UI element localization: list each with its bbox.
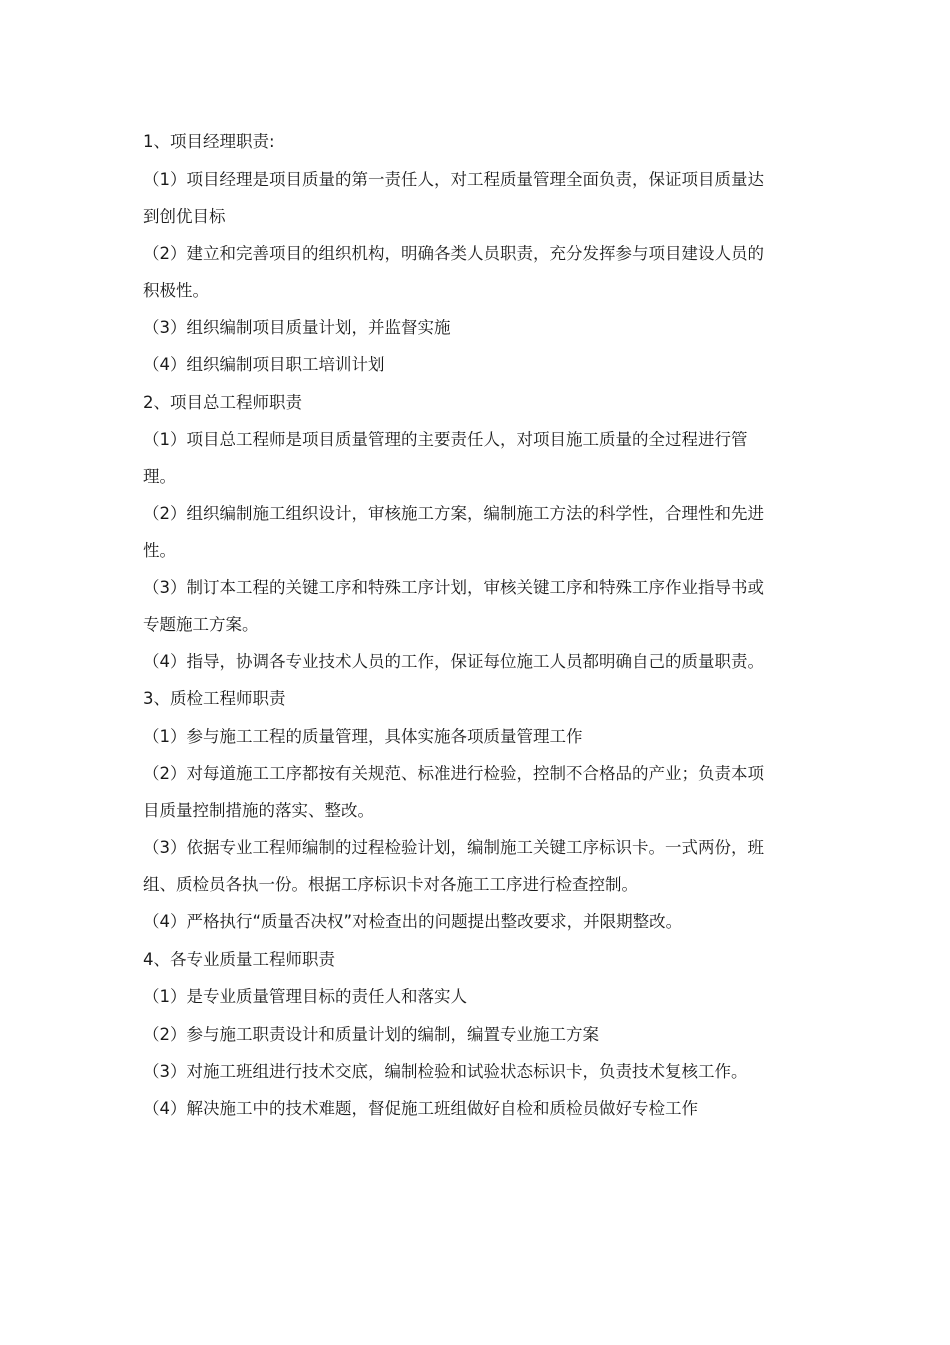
list-item: （4）组织编制项目职工培训计划 [143,355,385,374]
list-item: （4）指导，协调各专业技术人员的工作，保证每位施工人员都明确自己的质量职责。 [143,652,764,671]
section-heading-2: 2、项目总工程师职责 [143,392,302,412]
list-item: （3）依据专业工程师编制的过程检验计划，编制施工关键工序标识卡。一式两份，班组、质检员各执一份。根据工序标识卡对各施工工序进行检查控制。 [143,838,764,894]
list-item: （4）解决施工中的技术难题，督促施工班组做好自检和质检员做好专检工作 [143,1099,698,1118]
section-heading-1: 1、项目经理职责: [143,132,275,151]
list-item: （2）参与施工职责设计和质量计划的编制，编置专业施工方案 [143,1024,599,1044]
section-heading-3: 3、质检工程师职责 [143,689,286,708]
document-body [143,123,768,1128]
section-heading-4: 4、各专业质量工程师职责 [143,949,335,969]
list-item: （2）对每道施工工序都按有关规范、标准进行检验，控制不合格品的产业；负责本项目质量控制措施的落实、整改。 [143,764,764,820]
list-item: （1）是专业质量管理目标的责任人和落实人 [143,987,467,1006]
list-item: （1）参与施工工程的质量管理，具体实施各项质量管理工作 [143,726,583,746]
list-item: （2）建立和完善项目的组织机构，明确各类人员职责，充分发挥参与项目建设人员的积极性。 [143,243,764,300]
list-item: （1）项目总工程师是项目质量管理的主要责任人，对项目施工质量的全过程进行管理。 [143,430,748,486]
list-item: （2）组织编制施工组织设计，审核施工方案，编制施工方法的科学性，合理性和先进性。 [143,504,764,560]
list-item: （1）项目经理是项目质量的第一责任人，对工程质量管理全面负责，保证项目质量达到创优目标 [143,169,764,226]
list-item: （3）组织编制项目质量计划，并监督实施 [143,317,451,337]
list-item: （3）制订本工程的关键工序和特殊工序计划，审核关键工序和特殊工序作业指导书或专题施工方案。 [143,578,764,634]
list-item: （4）严格执行“质量否决权”对检查出的问题提出整改要求，并限期整改。 [143,912,683,931]
list-item: （3）对施工班组进行技术交底，编制检验和试验状态标识卡，负责技术复核工作。 [143,1062,748,1081]
